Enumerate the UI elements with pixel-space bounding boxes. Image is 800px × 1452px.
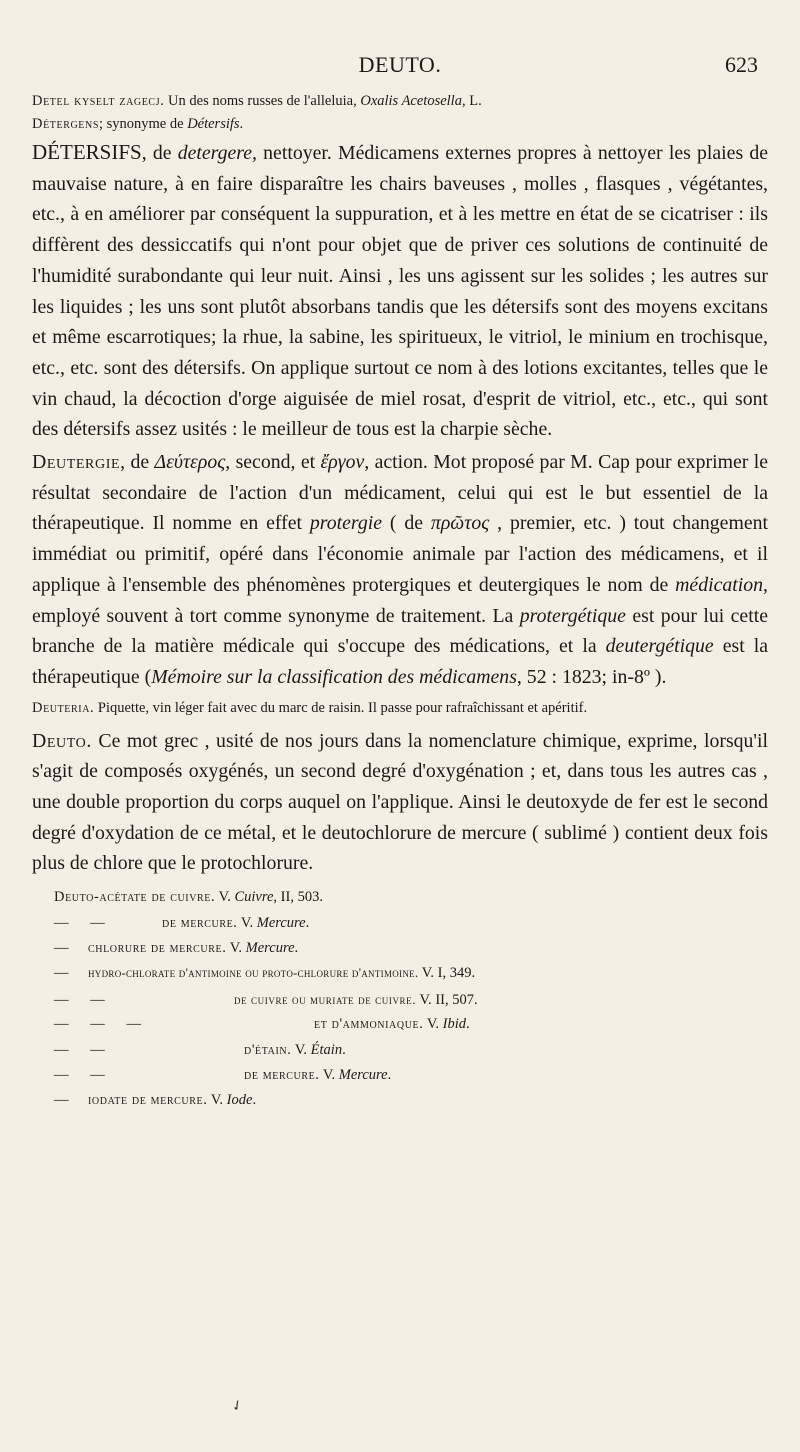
xref-dashes: — — [54,991,105,1008]
entry-text: , 52 : 1823; in-8º ). [516,665,667,688]
ink-mark: ✓ [229,1397,247,1416]
entry-text: est la thérapeutique ( [32,635,769,688]
entry-text: Piquette, vin léger fait avec du marc de raisin. Il passe pour rafraîchissant et apéritif. [94,699,588,716]
entry-italic: médication [675,573,764,596]
xref-ref: . [387,1066,392,1083]
entry-deutergie [32,447,768,693]
entry-text: ( de [382,512,431,535]
entry-deuteria [32,697,768,720]
entry-italic: deutergétique [605,635,714,658]
xref-see: V. [237,914,257,931]
xref-item [32,1038,768,1063]
entry-text: nettoyer. Médicamens externes propres à nettoyer les plaies de mauvaise nature, à en faire disparaître les chairs baveuses , molles , flasques , végétantes, etc., à en améliorer par conséquent la suppuration, et à les mettre en état de se cicatriser : ils diffèrent des dessiccatifs qui n'ont pour objet que de priver ces solutions de continuité de l'humidité surabondante qui leur nuit. Ainsi , les uns agissent sur les solides ; les autres sur les liquides ; les uns sont plutôt absorbans tandis que les détersifs sont des moyens excitans et même escarrotiques; la rhue, la sabine, les spiritueux, le vitriol, le minium en trochisque, etc., etc. sont des détersifs. On applique surtout ce nom à des lotions excitantes, telles que le vin chaud, la décoction d'orge aiguisée de miel rosat, d'esprit de vitriol, etc., etc., qui sont des détersifs assez usités : le meilleur de tous est la charpie sèche. [32,142,768,441]
xref-ref: II, 507. [435,991,478,1008]
xref-term: de mercure. [244,1066,320,1083]
xref-target: Étain [310,1041,343,1058]
xref-target: Mercure [245,939,295,956]
xref-term: iodate de mercure. [88,1092,208,1109]
xref-ref: . [305,914,310,931]
entry-detersifs [32,137,768,445]
xref-term: chlorure de mercure. [88,939,227,956]
running-head-title: DEUTO. [358,52,442,77]
xref-ref: , II, 503. [273,889,323,906]
entry-text: , employé souvent à tort comme synonyme de traitement. La [32,573,768,627]
xref-dashes: — — [54,1066,105,1083]
xref-target: Iode [226,1092,253,1109]
entry-headword: Deutergie [32,451,121,474]
xref-term: de cuivre ou muriate de cuivre. [234,991,417,1007]
entry-italic: Détersifs [187,116,240,132]
xref-dashes: — — — [54,1016,141,1033]
entry-headword: Detel kyselt zagecj. [32,93,165,109]
xref-item [32,911,768,936]
entry-italic: detergere, [177,142,257,164]
xref-see: V. [291,1041,311,1058]
xref-dashes: — [54,939,69,956]
xref-target: Mercure [256,914,306,931]
xref-ref: . [294,939,299,956]
entry-text: , de [120,451,155,474]
xref-item [32,885,768,910]
xref-dashes: — [54,965,69,982]
entry-italic: protergétique [519,604,626,627]
xref-term: Deuto-acétate de cuivre. [54,889,216,906]
xref-see: V. [416,991,436,1008]
entry-detel-kyselt [32,90,768,113]
xref-see: V. [423,1016,443,1033]
xref-term: d'étain. [244,1041,292,1058]
xref-ref: . [466,1016,470,1033]
xref-item [32,1088,768,1113]
xref-item [32,936,768,961]
xref-see: V. [207,1092,227,1109]
entry-text: , de [141,142,178,164]
greek-word: Δεύτερος [154,451,226,474]
entry-text: est pour lui cette branche de la matière médicale qui s'occupe des médications, et la [32,604,768,658]
xref-item [32,1012,768,1037]
xref-see: V. [319,1066,339,1083]
running-head [0,52,800,86]
entry-detergens [32,113,768,136]
entry-text: , premier, etc. ) tout changement immédiat ou primitif, opéré dans l'économie animale par l'action des médicamens, et il applique à l'ensemble des phénomènes protergiques et deutergiques le nom de [32,512,769,596]
entry-headword: Détergens [32,116,99,132]
entry-italic: Oxalis Acetosella [360,93,462,109]
entry-text: Ce mot grec , usité de nos jours dans la nomenclature chimique, exprime, lorsqu'il s'agit de composés oxygénés, un second degré d'oxygénation ; et, dans tous les autres cas , une double proportion du corps auquel on l'applique. Ainsi le deutoxyde de fer est le second degré d'oxydation de ce métal, et le deutochlorure de mercure ( sublimé ) contient deux fois plus de chlore que le protochlorure. [32,729,768,875]
page-body [32,88,768,1114]
xref-item [32,961,768,986]
xref-ref: . [252,1092,257,1109]
xref-see: V. [418,965,438,982]
entry-deuto [32,726,768,880]
entry-headword: Deuteria. [32,699,95,716]
xref-dashes: — — [54,1041,105,1058]
xref-target: Ibid [442,1016,467,1033]
entry-text: , second, et [225,451,321,474]
entry-text: , action. Mot proposé par M. Cap pour exprimer le résultat secondaire de l'action d'un médicament, celui qui est le but essentiel de la thérapeutique. Il nomme en effet [32,451,768,535]
entry-italic: protergie [309,512,383,535]
greek-word: ἔργον [320,451,365,474]
xref-ref: . [342,1041,346,1058]
xref-item [32,1063,768,1088]
entry-tail: . [239,116,244,132]
xref-term: et d'ammoniaque. [314,1016,424,1033]
entry-headword: Deuto. [32,729,92,752]
entry-italic: Mémoire sur la classification des médicamens [151,665,517,688]
xref-see: V. [215,889,235,906]
xref-see: V. [226,939,246,956]
entry-tail: , L. [461,93,482,109]
cross-reference-list [32,885,768,1114]
xref-term: hydro-chlorate d'antimoine ou proto-chlorure d'antimoine. [88,966,419,981]
xref-target: Mercure [338,1066,388,1083]
xref-item [32,987,768,1012]
xref-target: Cuivre [234,889,274,906]
xref-term: de mercure. [162,914,238,931]
entry-text: ; synonyme de [98,116,188,132]
xref-dashes: — — [54,914,105,931]
xref-ref: I, 349. [437,965,476,982]
entry-text: Un des noms russes de l'alleluia, [164,93,361,109]
page-number: 623 [725,52,758,77]
xref-dashes: — [54,1092,69,1109]
greek-word: πρῶτος [430,512,490,535]
entry-headword: DÉTERSIFS [32,140,142,164]
